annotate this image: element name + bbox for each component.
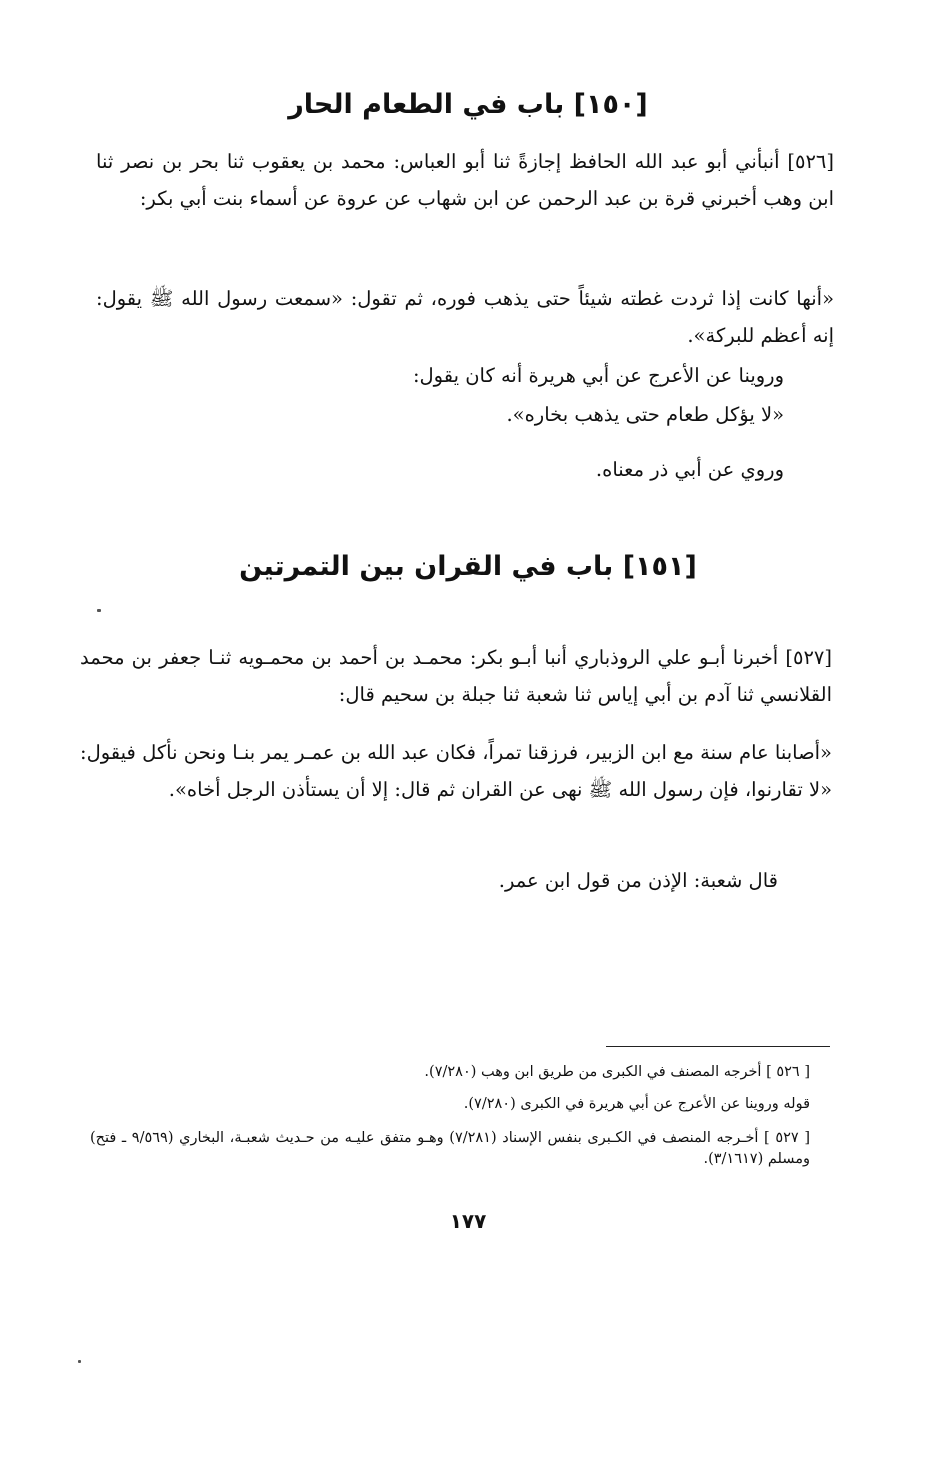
hadith-527-matn: «أصابنا عام سنة مع ابن الزبير، فرزقنا تمراً، فكان عبد الله بن عمـر يمر بنـا ونحن نأكل فيقول: «لا تقارنوا، فإن رسول الله ﷺ نهى عن القران ثم قال: إلا أن يستأذن الرجل أخاه».: [80, 741, 832, 801]
footnote-527: [ ٥٢٧ ] أخـرجه المنصف في الكـبرى بنفس الإسناد (٧/٢٨١) وهـو متفق عليـه من حـديث شعبـة، البخاري (٩/٥٦٩ ـ فتح) ومسلم (٣/١٦١٧).: [90, 1130, 810, 1167]
scan-speck: [78, 1360, 81, 1363]
footnote-separator: [606, 1046, 830, 1047]
shuba-note: قال شعبة: الإذن من قول ابن عمر.: [498, 869, 778, 892]
chapter-heading-150: [١٥٠] باب في الطعام الحار: [288, 89, 648, 120]
hadith-526-matn: «أنها كانت إذا ثردت غطته شيئاً حتى يذهب فوره، ثم تقول: «سمعت رسول الله ﷺ يقول: إنه أعظم للبركة».: [96, 287, 834, 347]
narration-intro: وروينا عن الأعرج عن أبي هريرة أنه كان يقول:: [412, 364, 784, 387]
hadith-527-isnad: [٥٢٧] أخبرنا أبـو علي الروذباري أنبا أبـو بكر: محمـد بن أحمد بن محمـويه ثنـا جعفر بن محمد القلانسي ثنا آدم بن أبي إياس ثنا شعبة ثنا جبلة بن سحيم قال:: [80, 646, 832, 706]
chapter-heading-151: [١٥١] باب في القران بين التمرتين: [239, 551, 697, 582]
narration-quote: «لا يؤكل طعام حتى يذهب بخاره».: [506, 403, 784, 426]
footnote-526: [ ٥٢٦ ] أخرجه المصنف في الكبرى من طريق ابن وهب (٧/٢٨٠).: [424, 1064, 810, 1080]
narration-note: وروي عن أبي ذر معناه.: [595, 458, 784, 481]
hadith-526-isnad: [٥٢٦] أنبأني أبو عبد الله الحافظ إجازةً ثنا أبو العباس: محمد بن يعقوب ثنا بحر بن نصر ثنا ابن وهب أخبرني قرة بن عبد الرحمن عن ابن شهاب عن عروة عن أسماء بنت أبي بكر:: [96, 150, 834, 210]
footnote-526-note: قوله وروينا عن الأعرج عن أبي هريرة في الكبرى (٧/٢٨٠).: [463, 1096, 810, 1112]
page-number: ١٧٧: [449, 1209, 487, 1233]
scan-speck: [97, 609, 101, 612]
